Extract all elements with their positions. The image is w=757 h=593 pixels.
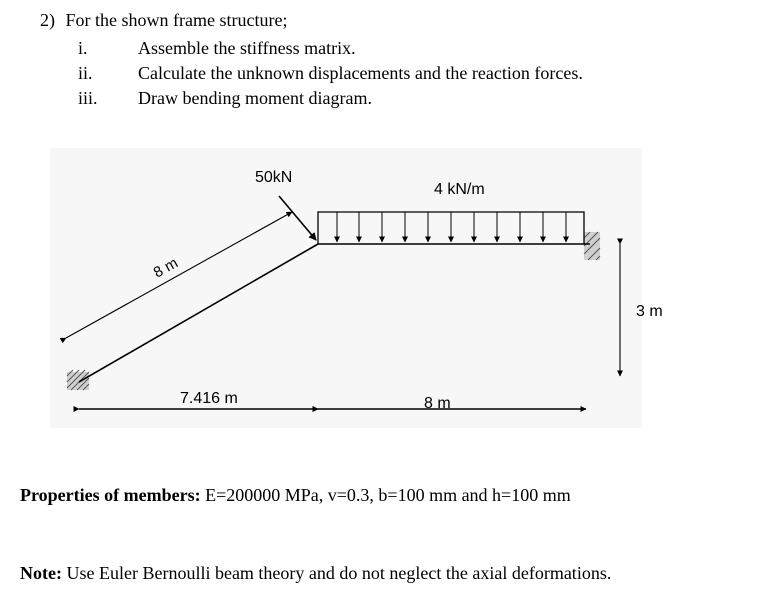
note-label: Note:	[20, 563, 62, 583]
height-label: 3 m	[636, 303, 663, 320]
left-fixed-support	[67, 370, 89, 390]
item-label-3: iii.	[78, 88, 98, 108]
item-label-2: ii.	[78, 63, 93, 83]
properties-line	[20, 485, 571, 506]
item-label-1: i.	[78, 38, 88, 58]
question-number: 2)	[40, 10, 55, 30]
span-right-label: 8 m	[424, 395, 451, 412]
distributed-load-label: 4 kN/m	[434, 181, 485, 198]
span-left-label: 7.416 m	[180, 390, 238, 407]
item-text-3: Draw bending moment diagram.	[138, 88, 372, 108]
item-text-2: Calculate the unknown displacements and the reaction forces.	[138, 63, 583, 83]
question-intro: For the shown frame structure;	[65, 10, 288, 30]
note-line	[20, 563, 611, 584]
properties-label: Properties of members:	[20, 485, 201, 505]
figure-background	[50, 148, 642, 428]
inclined-length-label: 8 m	[150, 254, 181, 282]
right-fixed-support	[584, 232, 600, 260]
point-load-label: 50kN	[255, 169, 293, 186]
item-text-1: Assemble the stiffness matrix.	[138, 38, 356, 58]
note-text: Use Euler Bernoulli beam theory and do not neglect the axial deformations.	[61, 563, 612, 583]
properties-text: E=200000 MPa, v=0.3, b=100 mm and h=100 mm	[200, 485, 571, 505]
